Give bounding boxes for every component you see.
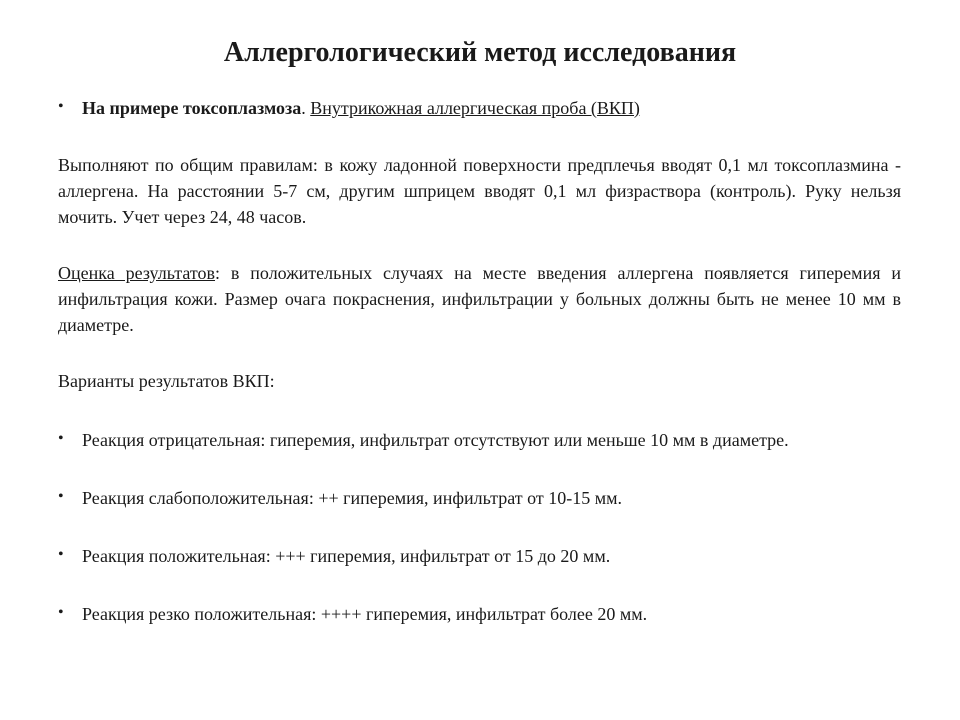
variant-text: Реакция положительная: +++ гиперемия, инфильтрат от 15 до 20 мм. bbox=[82, 546, 611, 566]
bullet-icon: • bbox=[58, 604, 64, 621]
intro-separator: . bbox=[301, 98, 311, 118]
procedure-paragraph: Выполняют по общим правилам: в кожу ладонной поверхности предплечья вводят 0,1 мл токсоплазмина - аллергена. На расстоянии 5-7 см, другим шприцем вводят 0,1 мл физраствора (контроль). Руку нельзя мочить. Учет через 24, 48 часов. bbox=[58, 155, 901, 227]
assessment-text: : в положительных случаях на месте введения аллергена появляется гиперемия и инфильтрация кожи. Размер очага покраснения, инфильтрации у больных должны быть не менее 10 мм в диаметре. bbox=[58, 263, 902, 335]
bullet-icon: • bbox=[58, 98, 64, 115]
list-item bbox=[58, 429, 789, 451]
intro-line bbox=[58, 97, 640, 119]
list-item bbox=[58, 545, 610, 567]
list-item bbox=[58, 603, 647, 625]
intro-bold-text: На примере токсоплазмоза bbox=[82, 98, 302, 118]
assessment-paragraph bbox=[58, 260, 901, 338]
intro-underlined-text: Внутрикожная аллергическая проба (ВКП) bbox=[310, 98, 640, 118]
list-item bbox=[58, 487, 622, 509]
assessment-label: Оценка результатов bbox=[58, 263, 216, 283]
variant-text: Реакция слабоположительная: ++ гиперемия, инфильтрат от 10-15 мм. bbox=[82, 488, 623, 508]
bullet-icon: • bbox=[58, 546, 64, 563]
variant-text: Реакция резко положительная: ++++ гиперемия, инфильтрат более 20 мм. bbox=[82, 604, 648, 624]
variants-heading: Варианты результатов ВКП: bbox=[58, 371, 275, 391]
bullet-icon: • bbox=[58, 488, 64, 505]
variant-text: Реакция отрицательная: гиперемия, инфильтрат отсутствуют или меньше 10 мм в диаметре. bbox=[82, 430, 789, 450]
slide-title: Аллергологический метод исследования bbox=[223, 37, 737, 68]
bullet-icon: • bbox=[58, 430, 64, 447]
